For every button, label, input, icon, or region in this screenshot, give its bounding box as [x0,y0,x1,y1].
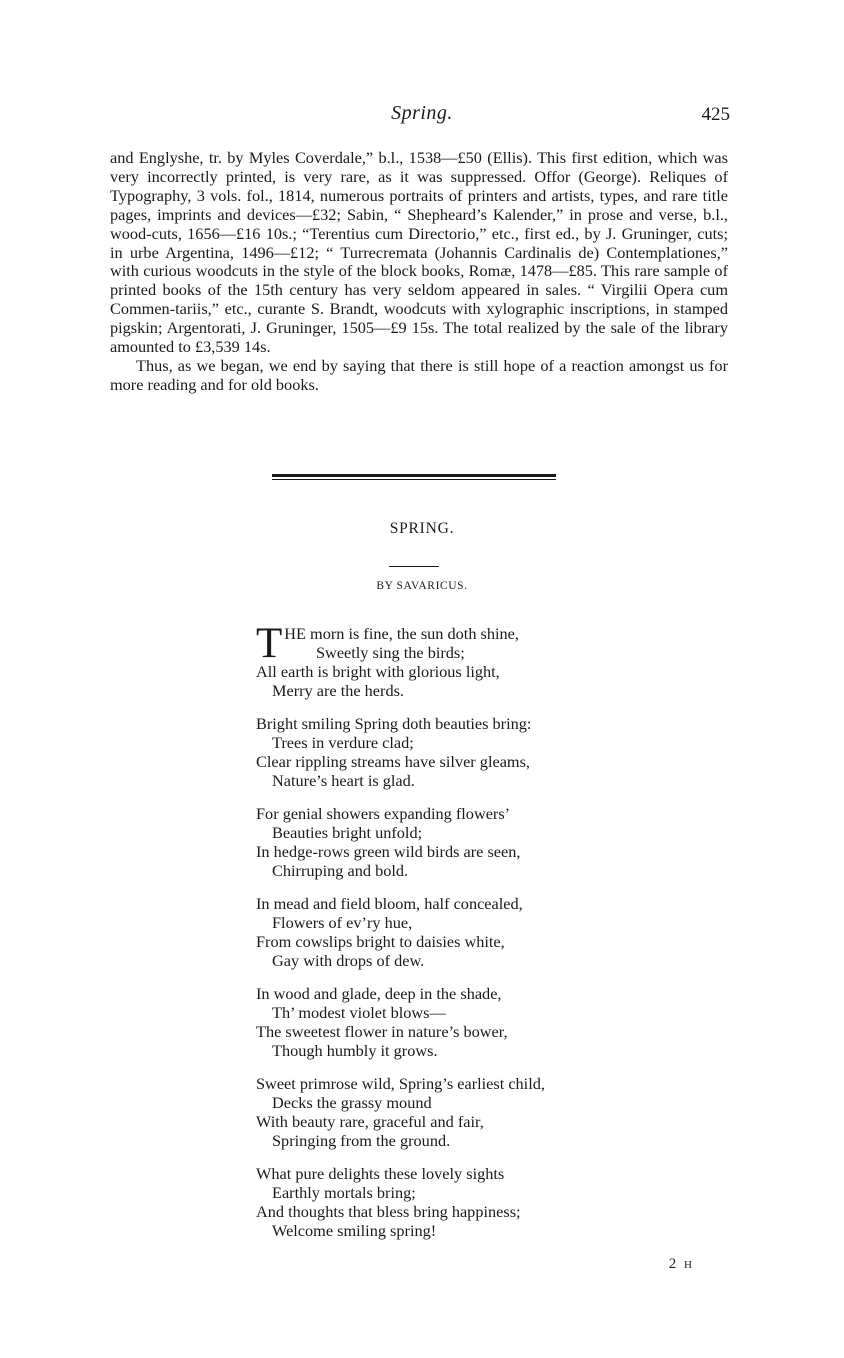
poem-line: Trees in verdure clad; [272,733,414,752]
prose-paragraph: and Englyshe, tr. by Myles Coverdale,” b.l., 1538—£50 (Ellis). This first edition, which was very incorrectly printed, is very rare, as it was suppressed. Offor (George). Reliques of Typography, 3 vols. fol., 1814, numerous portraits of printers and artists, types, and rare title pages, imprints and devices—£32; Sabin, “ Shepheard’s Kalender,” in prose and verse, b.l., wood-cuts, 1656—£16 10s.; “Terentius cum Directorio,” etc., first ed., by J. Gruninger, cuts; in urbe Argentina, 1496—£12; “ Turrecremata (Johannis Cardinalis de) Contemplationes,” with curious woodcuts in the style of the block books, Romæ, 1478—£85. This rare sample of printed books of the 15th century has very seldom appeared in sales. “ Virgilii Opera cum Commen-tariis,” etc., curante S. Brandt, woodcuts with xylographic inscriptions, in stamped pigskin; Argentorati, J. Gruninger, 1505—£9 15s. The total realized by the sale of the library amounted to £3,539 14s. [110,148,728,357]
poem-line: Though humbly it grows. [272,1041,438,1060]
poem-line: Bright smiling Spring doth beauties bring: [256,714,532,733]
poem-line: Th’ modest violet blows— [272,1003,446,1022]
running-title: Spring. [391,102,453,124]
poem-line: Beauties bright unfold; [272,823,423,842]
poem-line: Sweetly sing the birds; [316,643,465,662]
poem-line: Welcome smiling spring! [272,1221,437,1240]
poem-line: From cowslips bright to daisies white, [256,932,505,951]
page-number: 425 [701,104,730,125]
poem-line: Chirruping and bold. [272,861,409,880]
poem-title: SPRING. [389,520,455,537]
poem-line: Gay with drops of dew. [272,951,425,970]
poem-line: With beauty rare, graceful and fair, [256,1112,484,1131]
poem-line: Clear rippling streams have silver gleams, [256,752,530,771]
poem-line: The sweetest flower in nature’s bower, [256,1022,508,1041]
signature-mark [669,1256,694,1273]
stanza [256,714,656,790]
poem-line: Nature’s heart is glad. [272,771,415,790]
poem-line: HE morn is fine, the sun doth shine, [284,624,519,643]
poem-line: Flowers of ev’ry hue, [272,913,413,932]
stanza [256,894,656,970]
prose-paragraph: Thus, as we began, we end by saying that there is still hope of a reaction amongst us for more reading and for old books. [110,355,728,394]
drop-cap: T [256,620,283,667]
prose-section [110,149,728,395]
poem-line: All earth is bright with glorious light, [256,662,500,681]
poem-line: What pure delights these lovely sights [256,1164,505,1183]
poem-line: In wood and glade, deep in the shade, [256,984,502,1003]
stanza [256,620,656,700]
section-divider [272,474,556,480]
poem-line: In hedge-rows green wild birds are seen, [256,842,521,861]
stanza [256,1074,656,1150]
poem-line: Merry are the herds. [272,681,404,700]
poem-line: And thoughts that bless bring happiness; [256,1202,521,1221]
signature-letter: H [684,1259,694,1271]
poem-line: For genial showers expanding flowers’ [256,804,511,823]
stanza [256,1164,656,1240]
stanza [256,984,656,1060]
poem-line: Decks the grassy mound [272,1093,432,1112]
title-rule [389,566,439,567]
poem-line: Earthly mortals bring; [272,1183,416,1202]
poem-byline: BY SAVARICUS. [376,580,468,592]
poem-body [256,620,656,1254]
poem-line: Sweet primrose wild, Spring’s earliest child, [256,1074,545,1093]
stanza [256,804,656,880]
poem-line: In mead and field bloom, half concealed, [256,894,523,913]
poem-line: Springing from the ground. [272,1131,451,1150]
signature-number: 2 [668,1256,679,1272]
